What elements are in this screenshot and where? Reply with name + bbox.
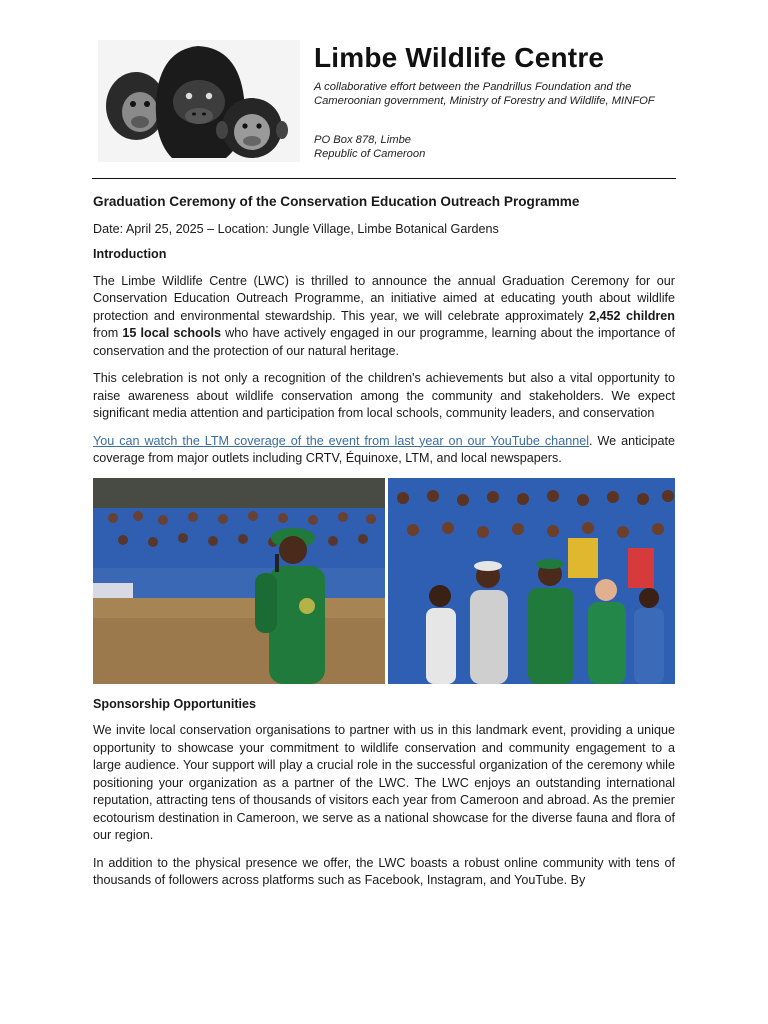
- primates-illustration-icon: [98, 40, 300, 162]
- letterhead-divider: [92, 178, 676, 179]
- sponsorship-paragraph-1: We invite local conservation organisations to partner with us in this landmark event, providing a unique opportunity to showcase your commitment to wildlife conservation and community engagement to a large audience. Your support will play a crucial role in the successful organization of the ceremony while positioning your organization as a partner of the LWC. The LWC enjoys an outstanding international reputation, attracting tens of thousands of visitors each year from Cameroon and abroad. As the premier ecotourism destination in Cameroon, we serve as a national showcase for the diverse fauna and flora of our region.: [93, 723, 675, 842]
- media-text: . We anticipate coverage from major outlets including CRTV, Équinoxe, LTM, and local newspapers.: [93, 433, 675, 465]
- organization-name: Limbe Wildlife Centre: [314, 42, 605, 73]
- intro-text-a: The Limbe Wildlife Centre (LWC) is thrilled to announce the annual Graduation Ceremony for our Conservation Education Outreach Programme, an initiative aimed at educating youth about wildlife protection and environmental stewardship. This year, we will celebrate approximately: [93, 273, 675, 323]
- intro-heading: Introduction: [93, 247, 167, 261]
- organization-tagline: A collaborative effort between the Pandrillus Foundation and the Cameroonian government, Ministry of Forestry and Wildlife, MINFOF: [314, 81, 655, 107]
- intro-paragraph-1: [93, 273, 675, 361]
- address-line-1: PO Box 878, Limbe: [314, 134, 412, 146]
- media-paragraph: [93, 433, 675, 468]
- date-location: Date: April 25, 2025 – Location: Jungle Village, Limbe Botanical Gardens: [93, 221, 499, 236]
- organization-address: [314, 134, 425, 161]
- intro-text-e: who have actively engaged in our programme, learning about the importance of conservation and the protection of our natural heritage.: [93, 326, 675, 358]
- document-body: [93, 193, 675, 900]
- address-line-2: Republic of Cameroon: [314, 147, 426, 160]
- group-photo-with-students: [388, 478, 675, 684]
- sponsorship-paragraph-2: In addition to the physical presence we offer, the LWC boasts a robust online community with tens of thousands of followers across platforms such as Facebook, Instagram, and YouTube. By: [93, 855, 675, 887]
- document-title: Graduation Ceremony of the Conservation Education Outreach Programme: [93, 194, 580, 209]
- youtube-coverage-link[interactable]: You can watch the LTM coverage of the event from last year on our YouTube channel: [93, 433, 590, 448]
- speaker-with-microphone-photo: [93, 478, 385, 684]
- children-count: 2,452 children: [588, 308, 676, 323]
- intro-text-c: from: [93, 326, 123, 340]
- intro-paragraph-2: This celebration is not only a recognition of the children's achievements but also a vital opportunity to raise awareness about wildlife conservation among the community and stakeholders. We expect significant media attention and participation from local schools, community leaders, and conservation: [93, 371, 675, 420]
- sponsorship-heading: Sponsorship Opportunities: [93, 696, 257, 711]
- schools-count: 15 local schools: [122, 326, 221, 340]
- event-photos: [93, 478, 675, 684]
